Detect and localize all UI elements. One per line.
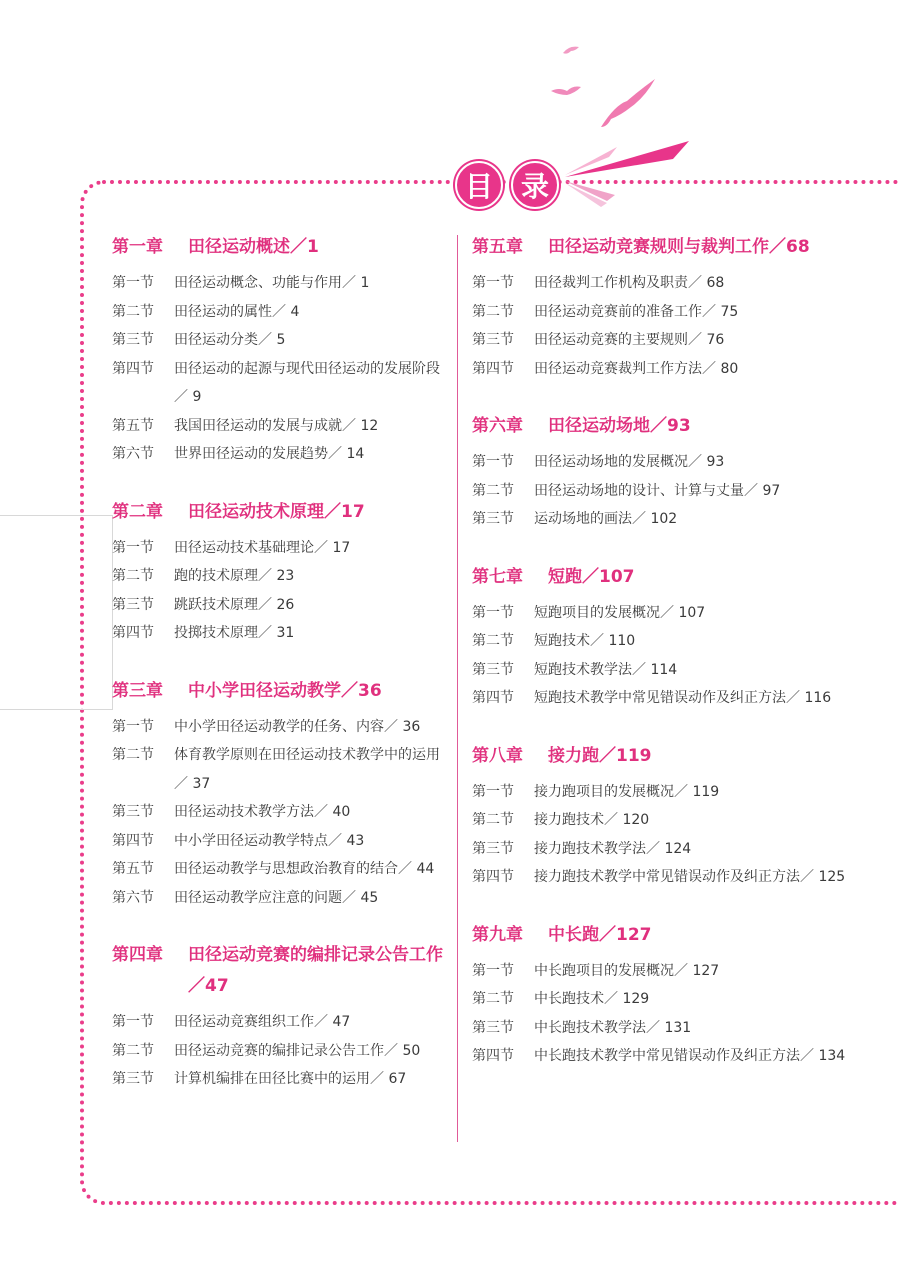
section-title: 田径运动竞赛的主要规则／ 76 [534,332,725,348]
toc-section[interactable] [112,269,452,298]
section-number: 第二节 [472,633,514,649]
toc-section[interactable] [472,957,892,986]
toc-chapter[interactable] [472,920,892,951]
section-number: 第三节 [472,1019,514,1036]
side-tab-box [0,515,113,710]
toc-section[interactable] [472,298,892,327]
chapter-title: 田径运动技术原理／17 [188,501,365,522]
section-number: 第三节 [472,332,514,348]
toc-section[interactable] [472,448,892,477]
section-number: 第五节 [112,417,154,434]
toc-section[interactable] [112,827,452,856]
section-title: 田径运动的属性／ 4 [174,303,300,320]
toc-section[interactable] [472,835,892,864]
section-number: 第一节 [112,275,154,291]
toc-chapter[interactable] [112,232,452,263]
toc-section[interactable] [472,505,892,534]
chapter-gap [112,648,452,676]
chapter-number: 第八章 [472,745,523,766]
section-title: 跳跃技术原理／ 26 [174,596,295,613]
page-title [455,160,559,210]
section-number: 第四节 [472,1048,514,1064]
toc-section[interactable] [112,591,452,620]
section-number: 第三节 [112,332,154,348]
chapter-title: 田径运动竞赛规则与裁判工作／68 [548,237,810,257]
chapter-number: 第一章 [112,237,163,257]
section-number: 第二节 [112,303,154,320]
chapter-title: 田径运动概述／1 [188,237,319,257]
chapter-number: 第六章 [472,416,523,436]
chapter-title: 短跑／107 [548,566,635,587]
section-title: 田径运动竞赛裁判工作方法／ 80 [534,360,739,377]
toc-section[interactable] [112,855,452,884]
section-title: 接力跑技术教学中常见错误动作及纠正方法／ 125 [534,869,846,885]
toc-section[interactable] [472,656,892,685]
section-number: 第三节 [112,804,154,820]
toc-section[interactable] [472,806,892,835]
toc-chapter[interactable] [472,232,892,263]
section-number: 第三节 [112,1071,154,1087]
chapter-title: 田径运动竞赛的编排记录公告工作／47 [188,945,443,996]
chapter-number: 第九章 [472,924,523,945]
toc-chapter[interactable] [472,411,892,442]
toc-section[interactable] [112,1008,452,1037]
toc-section[interactable] [472,269,892,298]
toc-section[interactable] [112,326,452,355]
toc-section[interactable] [112,440,452,469]
chapter-gap [112,469,452,497]
chapter-gap [472,713,892,741]
section-title: 田径运动竞赛组织工作／ 47 [174,1014,351,1030]
section-number: 第三节 [112,596,154,613]
toc-right-column [472,232,892,1071]
section-title: 田径运动教学应注意的问题／ 45 [174,889,379,906]
chapter-gap [112,912,452,940]
section-title: 中小学田径运动教学的任务、内容／ 36 [174,718,421,735]
chapter-title: 中长跑／127 [548,924,652,945]
section-number: 第四节 [112,360,154,377]
section-number: 第四节 [472,690,514,706]
toc-section[interactable] [112,1037,452,1066]
section-title: 体育教学原则在田径运动技术教学中的运用／ 37 [174,747,440,792]
toc-section[interactable] [472,355,892,384]
section-title: 我国田径运动的发展与成就／ 12 [174,417,379,434]
toc-section[interactable] [472,477,892,506]
section-number: 第二节 [472,812,514,828]
section-number: 第一节 [112,718,154,735]
chapter-gap [472,892,892,920]
section-title: 短跑技术教学法／ 114 [534,661,678,678]
section-number: 第二节 [112,568,154,584]
section-title: 田径运动技术教学方法／ 40 [174,804,351,820]
section-number: 第三节 [472,840,514,857]
section-number: 第二节 [472,303,514,320]
section-title: 中小学田径运动教学特点／ 43 [174,832,365,849]
section-number: 第一节 [472,783,514,800]
chapter-number: 第七章 [472,566,523,587]
section-title: 田径运动场地的发展概况／ 93 [534,454,725,470]
section-number: 第六节 [112,446,154,462]
toc-section[interactable] [112,619,452,648]
toc-section[interactable] [472,326,892,355]
toc-chapter[interactable] [112,940,452,1002]
section-number: 第二节 [472,482,514,499]
section-title: 运动场地的画法／ 102 [534,511,678,527]
toc-section[interactable] [472,684,892,713]
chapter-number: 第四章 [112,945,163,965]
section-title: 投掷技术原理／ 31 [174,625,295,641]
section-number: 第一节 [112,539,154,556]
section-number: 第四节 [112,832,154,849]
section-number: 第一节 [472,604,514,621]
section-number: 第三节 [472,511,514,527]
section-title: 田径运动竞赛的编排记录公告工作／ 50 [174,1042,421,1059]
toc-chapter[interactable] [112,676,452,707]
toc-section[interactable] [472,863,892,892]
section-title: 中长跑项目的发展概况／ 127 [534,962,720,979]
section-number: 第二节 [112,1042,154,1059]
toc-chapter[interactable] [472,741,892,772]
section-title: 田径运动概念、功能与作用／ 1 [174,275,370,291]
chapter-title: 中小学田径运动教学／36 [188,680,382,701]
toc-section[interactable] [112,355,452,412]
section-title: 接力跑技术教学法／ 124 [534,840,692,857]
toc-section[interactable] [472,985,892,1014]
section-title: 中长跑技术／ 129 [534,991,650,1007]
toc-section[interactable] [112,534,452,563]
section-number: 第五节 [112,861,154,877]
section-title: 田径运动场地的设计、计算与丈量／ 97 [534,482,781,499]
section-title: 中长跑技术教学法／ 131 [534,1019,692,1036]
section-title: 田径运动竞赛前的准备工作／ 75 [534,303,739,320]
section-title: 计算机编排在田径比赛中的运用／ 67 [174,1071,407,1087]
chapter-title: 田径运动场地／93 [548,416,691,436]
toc-section[interactable] [112,412,452,441]
toc-chapter[interactable] [472,562,892,593]
section-title: 短跑技术／ 110 [534,633,636,649]
section-title: 世界田径运动的发展趋势／ 14 [174,446,365,462]
toc-section[interactable] [472,599,892,628]
chapter-title: 接力跑／119 [548,745,652,766]
toc-section[interactable] [112,713,452,742]
section-number: 第四节 [472,360,514,377]
section-title: 短跑项目的发展概况／ 107 [534,604,706,621]
section-title: 田径裁判工作机构及职责／ 68 [534,275,725,291]
chapter-number: 第二章 [112,501,163,522]
section-number: 第六节 [112,889,154,906]
section-title: 田径运动技术基础理论／ 17 [174,539,351,556]
section-number: 第四节 [112,625,154,641]
column-divider [457,235,458,1142]
toc-section[interactable] [112,298,452,327]
toc-section[interactable] [112,741,452,798]
section-title: 田径运动教学与思想政治教育的结合／ 44 [174,861,435,877]
section-number: 第一节 [472,275,514,291]
section-title: 短跑技术教学中常见错误动作及纠正方法／ 116 [534,690,832,706]
section-title: 田径运动分类／ 5 [174,332,286,348]
toc-section[interactable] [112,1065,452,1094]
section-number: 第三节 [472,661,514,678]
chapter-gap [472,534,892,562]
section-title: 跑的技术原理／ 23 [174,568,295,584]
toc-section[interactable] [472,778,892,807]
section-number: 第四节 [472,869,514,885]
title-char-1: 目 [455,161,503,209]
bird-icon [563,47,579,54]
ray-shape [565,141,689,177]
chapter-number: 第五章 [472,237,523,257]
toc-section[interactable] [112,884,452,913]
chapter-gap [472,383,892,411]
toc-left-column [112,232,452,1094]
section-title: 接力跑项目的发展概况／ 119 [534,783,720,800]
section-title: 中长跑技术教学中常见错误动作及纠正方法／ 134 [534,1048,846,1064]
toc-chapter[interactable] [112,497,452,528]
toc-section[interactable] [112,798,452,827]
section-number: 第二节 [472,991,514,1007]
section-number: 第二节 [112,747,154,763]
section-number: 第一节 [472,454,514,470]
section-title: 接力跑技术／ 120 [534,812,650,828]
birds-decoration [545,35,705,215]
toc-section[interactable] [472,1014,892,1043]
section-number: 第一节 [112,1014,154,1030]
chapter-number: 第三章 [112,680,163,701]
bird-icon [551,87,581,96]
section-title: 田径运动的起源与现代田径运动的发展阶段／ 9 [174,360,440,405]
toc-section[interactable] [472,627,892,656]
toc-section[interactable] [472,1042,892,1071]
bird-icon [601,79,655,127]
section-number: 第一节 [472,962,514,979]
toc-section[interactable] [112,562,452,591]
title-char-2: 录 [511,161,559,209]
